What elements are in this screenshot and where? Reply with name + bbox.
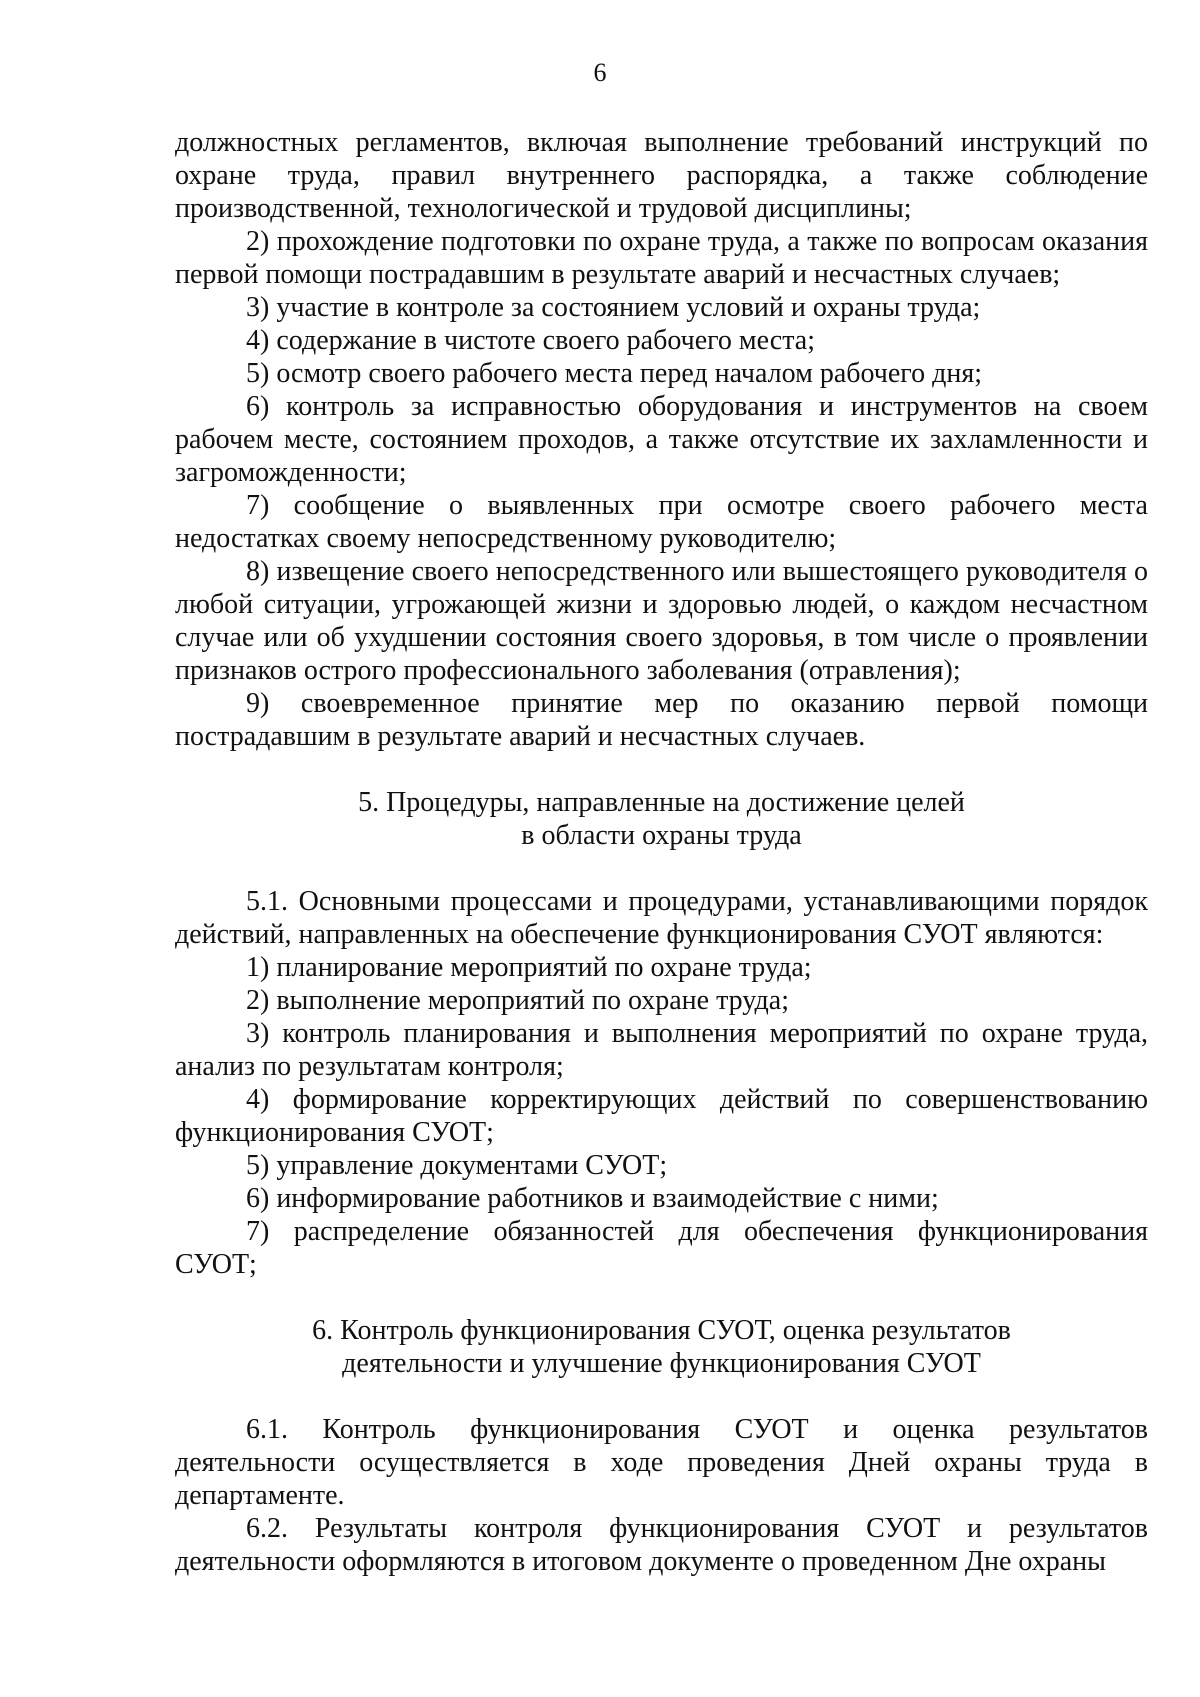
spacer: [175, 852, 1148, 885]
section-5-heading: [175, 786, 1148, 852]
list-item: 5) осмотр своего рабочего места перед началом рабочего дня;: [246, 358, 982, 389]
list-item: 7) сообщение о выявленных при осмотре своего рабочего места недостатках своему непосредственному руководителю;: [175, 490, 1148, 554]
list-item: 7) распределение обязанностей для обеспечения функционирования СУОТ;: [175, 1216, 1148, 1280]
page-number: 6: [593, 58, 607, 87]
list-item: 2) прохождение подготовки по охране труда, а также по вопросам оказания первой помощи пострадавшим в результате аварий и несчастных случаев;: [175, 226, 1148, 290]
section-5-title-line-1: 5. Процедуры, направленные на достижение целей: [358, 787, 965, 818]
section-6-paragraph-1: 6.1. Контроль функционирования СУОТ и оценка результатов деятельности осуществляется в ходе проведения Дней охраны труда в департаменте.: [175, 1414, 1148, 1511]
paragraph-continuation: должностных регламентов, включая выполнение требований инструкций по охране труда, правил внутреннего распорядка, а также соблюдение производственной, технологической и трудовой дисциплины;: [175, 127, 1148, 224]
list-item: 9) своевременное принятие мер по оказанию первой помощи пострадавшим в результате аварий и несчастных случаев.: [175, 688, 1148, 752]
section-5-title-line-2: в области охраны труда: [521, 820, 802, 851]
section-6-paragraph-2: 6.2. Результаты контроля функционирования СУОТ и результатов деятельности оформляются в итоговом документе о проведенном Дне охраны: [175, 1513, 1148, 1577]
list-item: 5) управление документами СУОТ;: [246, 1150, 668, 1181]
list-item: 8) извещение своего непосредственного или вышестоящего руководителя о любой ситуации, угрожающей жизни и здоровью людей, о каждом несчастном случае или об ухудшении состояния своего здоровья, в том числе о проявлении признаков острого профессионального заболевания (отравления);: [175, 556, 1148, 686]
list-item: 1) планирование мероприятий по охране труда;: [246, 952, 812, 983]
list-item: 3) участие в контроле за состоянием условий и охраны труда;: [246, 292, 981, 323]
section-6-title-line-2: деятельности и улучшение функционирования СУОТ: [342, 1348, 981, 1379]
spacer: [175, 1281, 1148, 1314]
spacer: [175, 753, 1148, 786]
section-5-intro: 5.1. Основными процессами и процедурами, устанавливающими порядок действий, направленных на обеспечение функционирования СУОТ являются:: [175, 886, 1148, 950]
list-item: 2) выполнение мероприятий по охране труда;: [246, 985, 789, 1016]
spacer: [175, 1380, 1148, 1413]
list-item: 6) контроль за исправностью оборудования и инструментов на своем рабочем месте, состоянием проходов, а также отсутствие их захламленности и загроможденности;: [175, 391, 1148, 488]
document-body: [175, 126, 1148, 1578]
section-6-title-line-1: 6. Контроль функционирования СУОТ, оценка результатов: [312, 1315, 1011, 1346]
list-item: 3) контроль планирования и выполнения мероприятий по охране труда, анализ по результатам контроля;: [175, 1018, 1148, 1082]
section-6-heading: [175, 1314, 1148, 1380]
list-item: 4) формирование корректирующих действий по совершенствованию функционирования СУОТ;: [175, 1084, 1148, 1148]
list-item: 4) содержание в чистоте своего рабочего места;: [246, 325, 815, 356]
list-item: 6) информирование работников и взаимодействие с ними;: [246, 1183, 939, 1214]
